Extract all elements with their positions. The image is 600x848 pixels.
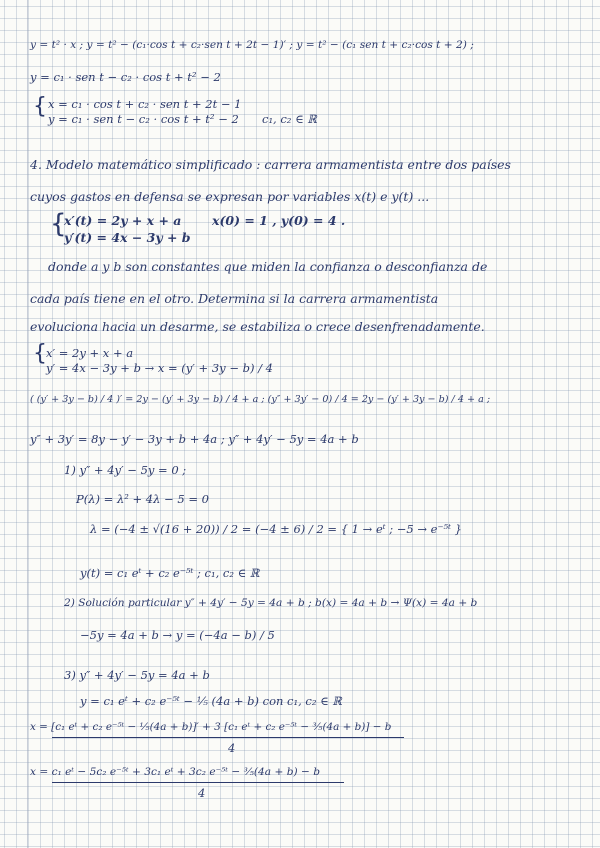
simplified-x-denominator: 4 bbox=[198, 786, 206, 800]
system-brace-3: { bbox=[33, 341, 47, 366]
general-solution-y: y = c₁ eᵗ + c₂ e⁻⁵ᵗ − ⅕ (4a + b) con c₁, c₂ ∈ ℝ bbox=[80, 694, 342, 708]
problem-text-2: donde a y b son constantes que miden la confianza o desconfianza de bbox=[48, 259, 488, 274]
characteristic-roots: λ = (−4 ± √(16 + 20)) / 2 = (−4 ± 6) / 2 = { 1 → eᵗ ; −5 → e⁻⁵ᵗ } bbox=[90, 522, 462, 536]
solution-y: y = c₁ · sen t − c₂ · cos t + t² − 2 bbox=[48, 112, 239, 126]
fraction-bar-2 bbox=[52, 782, 344, 783]
equation-x-prime: x′(t) = 2y + x + a bbox=[64, 213, 182, 228]
initial-conditions: x(0) = 1 , y(0) = 4 . bbox=[212, 213, 346, 228]
problem-text-3: cada país tiene en el otro. Determina si la carrera armamentista bbox=[30, 291, 439, 306]
step-2-particular: 2) Solución particular y″ + 4y′ − 5y = 4a + b ; b(x) = 4a + b → Ψ(x) = 4a + b bbox=[64, 597, 478, 609]
work-y-prime: y′ = 4x − 3y + b → x = (y′ + 3y − b) / 4 bbox=[46, 361, 273, 375]
step-1-homogeneous: 1) y″ + 4y′ − 5y = 0 ; bbox=[64, 463, 187, 477]
problem-heading: 4. Modelo matemático simplificado : carrera armamentista entre dos países bbox=[30, 157, 511, 172]
solution-x: x = c₁ · cos t + c₂ · sen t + 2t − 1 bbox=[48, 97, 242, 111]
constants-note: c₁, c₂ ∈ ℝ bbox=[262, 112, 317, 126]
fraction-bar-1 bbox=[52, 737, 404, 738]
simplified-x-numerator: x = c₁ eᵗ − 5c₂ e⁻⁵ᵗ + 3c₁ eᵗ + 3c₂ e⁻⁵ᵗ − ⅗(4a + b) − b bbox=[30, 766, 321, 778]
particular-solution: −5y = 4a + b → y = (−4a − b) / 5 bbox=[80, 628, 275, 642]
work-x-prime: x′ = 2y + x + a bbox=[46, 346, 134, 360]
margin-line bbox=[27, 0, 28, 848]
problem-text-1: cuyos gastos en defensa se expresan por variables x(t) e y(t) ... bbox=[30, 189, 430, 204]
substitution-line: ( (y′ + 3y − b) / 4 )′ = 2y − (y′ + 3y − b) / 4 + a ; (y″ + 3y′ − 0) / 4 = 2y − (y′ + 3y − b) / 4 + a ; bbox=[30, 394, 491, 405]
system-brace-2: { bbox=[50, 209, 67, 239]
step-3-general: 3) y″ + 4y′ − 5y = 4a + b bbox=[64, 668, 210, 682]
characteristic-polynomial: P(λ) = λ² + 4λ − 5 = 0 bbox=[76, 492, 209, 506]
equation-y-prime: y′(t) = 4x − 3y + b bbox=[64, 230, 191, 245]
general-solution-x-numerator: x = [c₁ eᵗ + c₂ e⁻⁵ᵗ − ⅕(4a + b)]′ + 3 [c₁ eᵗ + c₂ e⁻⁵ᵗ − ⅗(4a + b)] − b bbox=[30, 721, 392, 733]
general-solution-x-denominator: 4 bbox=[228, 741, 236, 755]
derivation-line-2: y = c₁ · sen t − c₂ · cos t + t² − 2 bbox=[30, 70, 221, 84]
system-brace: { bbox=[33, 94, 47, 119]
homogeneous-solution: y(t) = c₁ eᵗ + c₂ e⁻⁵ᵗ ; c₁, c₂ ∈ ℝ bbox=[80, 566, 260, 580]
problem-text-4: evoluciona hacia un desarme, se estabiliza o crece desenfrenadamente. bbox=[30, 319, 485, 334]
second-order-equation: y″ + 3y′ = 8y − y′ − 3y + b + 4a ; y″ + 4y′ − 5y = 4a + b bbox=[30, 432, 359, 446]
derivation-line-1: y = t² · x ; y = t² − (c₁·cos t + c₂·sen t + 2t − 1)′ ; y = t² − (c₁ sen t + c₂·cos t + 2) ; bbox=[30, 39, 474, 51]
